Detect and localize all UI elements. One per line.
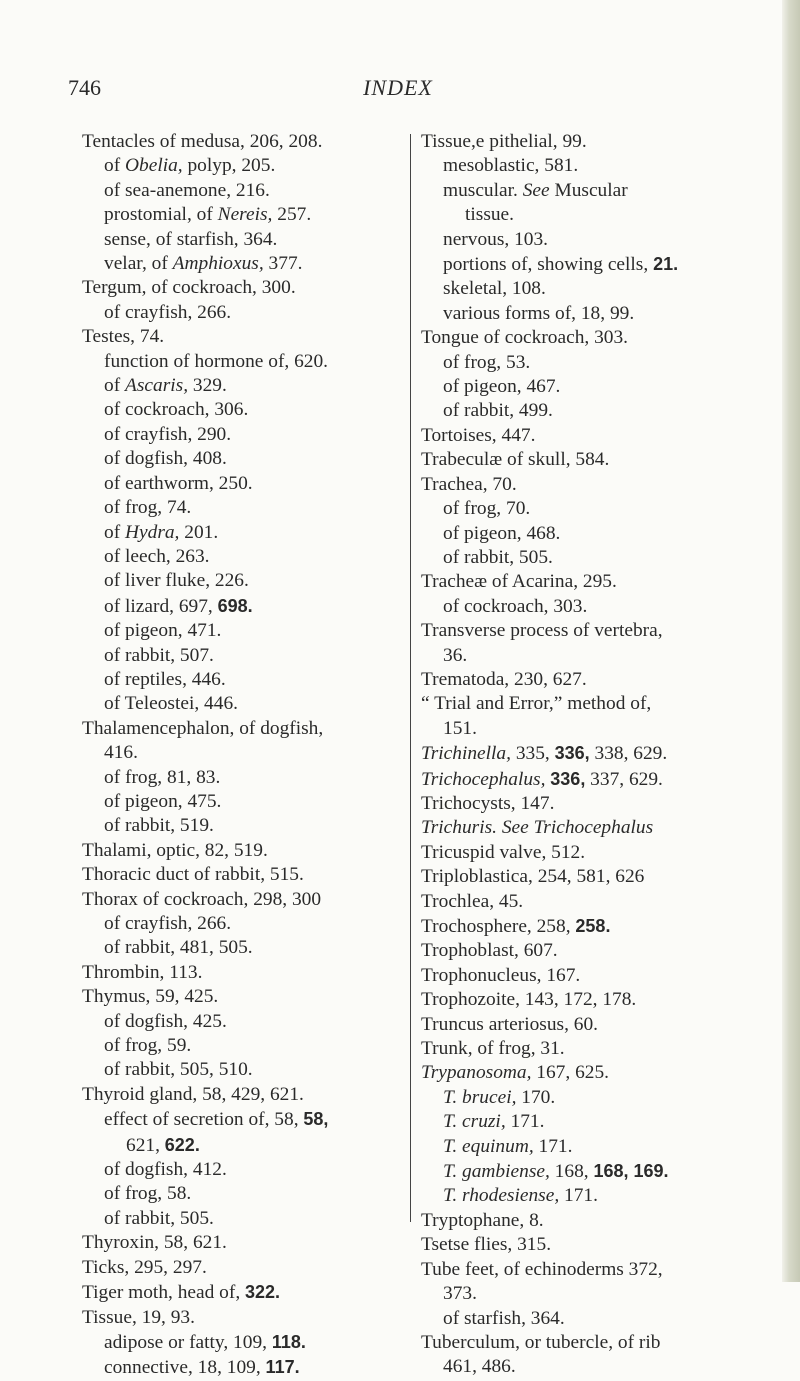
index-text: of frog, 58.	[104, 1183, 192, 1205]
index-text: Ascaris,	[125, 375, 189, 397]
index-subentry	[82, 912, 404, 936]
index-text: Amphioxus,	[172, 253, 264, 275]
index-text: T. equinum,	[443, 1135, 534, 1157]
index-entry	[82, 717, 404, 741]
index-text: of rabbit, 505.	[104, 1207, 214, 1229]
index-text: of frog, 70.	[443, 498, 531, 520]
index-text: of earthworm, 250.	[104, 472, 253, 494]
index-entry	[421, 448, 767, 472]
index-entry	[82, 1306, 404, 1330]
index-subentry	[82, 1207, 404, 1231]
index-text: Tube feet, of echinoderms 372,	[421, 1258, 663, 1280]
index-text: 336,	[554, 743, 590, 764]
index-text: Trachea, 70.	[421, 473, 517, 495]
index-subentry	[82, 472, 404, 496]
index-entry	[421, 792, 767, 816]
index-entry	[82, 325, 404, 349]
index-text: T. rhodesiense,	[443, 1185, 560, 1207]
index-entry	[421, 1209, 767, 1233]
index-text: various forms of, 18, 99.	[443, 302, 635, 324]
index-subentry	[421, 1086, 767, 1110]
index-text: mesoblastic, 581.	[443, 155, 579, 177]
index-subentry	[82, 521, 404, 545]
index-text: 338, 629.	[589, 743, 668, 765]
index-subentry	[82, 1034, 404, 1058]
page-title: INDEX	[363, 75, 433, 100]
index-text: of crayfish, 266.	[104, 301, 232, 323]
index-subentry	[82, 1158, 404, 1182]
index-text: 461, 486.	[443, 1356, 516, 1378]
index-text: 171.	[533, 1135, 573, 1157]
index-text: Trophoblast, 607.	[421, 940, 558, 962]
index-text: of dogfish, 425.	[104, 1010, 227, 1032]
index-entry	[82, 1256, 404, 1280]
index-text: Tricuspid valve, 512.	[421, 841, 586, 863]
index-text: velar, of	[104, 253, 173, 275]
index-text: of leech, 263.	[104, 545, 210, 567]
index-text: portions of, showing cells,	[443, 254, 654, 276]
index-entry	[82, 863, 404, 887]
index-text: prostomial, of	[104, 204, 218, 226]
index-subentry	[82, 398, 404, 422]
index-entry	[82, 961, 404, 985]
index-text: of dogfish, 412.	[104, 1159, 227, 1181]
index-entry	[82, 1280, 404, 1305]
index-text: 167, 625.	[531, 1062, 609, 1084]
index-text: of crayfish, 290.	[104, 423, 232, 445]
index-text: Tentacles of medusa, 206, 208.	[82, 131, 323, 152]
index-entry	[82, 888, 404, 912]
index-text: 168, 169.	[593, 1161, 669, 1182]
index-entry	[421, 1037, 767, 1061]
index-text: Trochlea, 45.	[421, 890, 524, 912]
index-entry	[421, 964, 767, 988]
index-text: Tiger moth, head of,	[82, 1282, 246, 1304]
index-entry	[421, 939, 767, 963]
index-text: sense, of starfish, 364.	[104, 228, 278, 250]
index-text: 170.	[516, 1086, 556, 1108]
index-text: 21.	[653, 254, 679, 275]
index-entry	[82, 276, 404, 300]
index-subentry	[82, 619, 404, 643]
index-text: T. brucei,	[443, 1086, 517, 1108]
index-text: Transverse process of vertebra,	[421, 620, 663, 642]
index-text: of Teleostei, 446.	[104, 693, 238, 715]
index-entry	[82, 839, 404, 863]
index-subentry	[421, 252, 767, 277]
index-text: of	[104, 521, 126, 543]
index-entry	[421, 570, 767, 594]
index-text: Tuberculum, or tubercle, of rib	[421, 1331, 661, 1353]
index-text: Thymus, 59, 425.	[82, 986, 219, 1008]
index-subentry	[421, 595, 767, 619]
index-entry	[421, 841, 767, 865]
index-text: T. gambiense,	[443, 1161, 550, 1183]
index-subentry	[421, 1184, 767, 1208]
index-text: 201.	[179, 521, 219, 543]
index-subentry	[421, 203, 767, 227]
index-text: of cockroach, 306.	[104, 399, 249, 421]
index-text: Thyroxin, 58, 621.	[82, 1232, 227, 1254]
index-text: of frog, 74.	[104, 497, 192, 519]
index-text: Trypanosoma,	[421, 1062, 532, 1084]
index-subentry	[421, 277, 767, 301]
index-text: 36.	[443, 644, 468, 666]
index-entry	[421, 130, 767, 154]
index-subentry	[421, 497, 767, 521]
index-text: Trichinella,	[421, 743, 511, 765]
index-subentry	[421, 228, 767, 252]
column-divider	[410, 134, 411, 1222]
index-subentry	[82, 203, 404, 227]
index-entry	[421, 619, 767, 643]
index-text: of	[104, 375, 126, 397]
index-text: of rabbit, 505, 510.	[104, 1059, 253, 1081]
index-text: Tongue of cockroach, 303.	[421, 327, 629, 349]
index-text: See	[522, 179, 550, 201]
index-text: Thorax of cockroach, 298, 300	[82, 888, 322, 910]
index-entry	[421, 914, 767, 939]
index-subentry	[82, 447, 404, 471]
index-entry	[421, 767, 767, 792]
index-text: Trophonucleus, 167.	[421, 964, 581, 986]
index-text: Truncus arteriosus, 60.	[421, 1013, 599, 1035]
index-subentry	[82, 545, 404, 569]
index-entry	[421, 1331, 767, 1355]
index-text: 117.	[265, 1357, 300, 1378]
index-text: Thalami, optic, 82, 519.	[82, 839, 268, 861]
index-entry	[421, 1233, 767, 1257]
index-text: of sea-anemone, 216.	[104, 179, 270, 201]
index-text: of pigeon, 467.	[443, 376, 561, 398]
page-number: 746	[68, 75, 101, 100]
index-text: of starfish, 364.	[443, 1307, 565, 1329]
index-text: Tergum, of cockroach, 300.	[82, 277, 296, 299]
index-text: Tsetse flies, 315.	[421, 1234, 552, 1256]
index-text: 171.	[505, 1111, 545, 1133]
index-column-left	[82, 130, 404, 1381]
index-text: muscular.	[443, 179, 523, 201]
index-text: Trichocysts, 147.	[421, 792, 555, 814]
index-text: of rabbit, 505.	[443, 546, 553, 568]
index-subentry	[421, 1135, 767, 1159]
index-subentry	[82, 936, 404, 960]
index-subentry	[421, 644, 767, 668]
index-text: Tissue,e pithelial, 99.	[421, 131, 587, 152]
index-text: Trophozoite, 143, 172, 178.	[421, 989, 637, 1011]
index-text: of dogfish, 408.	[104, 448, 227, 470]
index-text: Testes, 74.	[82, 326, 165, 348]
index-text: Trochosphere, 258,	[421, 916, 576, 937]
index-text: polyp, 205.	[182, 155, 276, 177]
index-text: Trichuris. See Trichocephalus	[421, 817, 654, 839]
index-text: of frog, 81, 83.	[104, 766, 221, 788]
index-subentry	[82, 1182, 404, 1206]
index-text: Ticks, 295, 297.	[82, 1256, 207, 1278]
index-text: Thalamencephalon, of dogfish,	[82, 717, 324, 739]
index-text: 151.	[443, 717, 477, 739]
index-text: 322.	[245, 1282, 281, 1303]
index-subentry	[82, 1133, 404, 1158]
index-text: connective, 18, 109,	[104, 1357, 266, 1379]
index-entry	[82, 130, 404, 154]
index-subentry	[421, 1282, 767, 1306]
index-text: Trematoda, 230, 627.	[421, 668, 587, 690]
index-entry	[421, 692, 767, 716]
index-text: 258.	[575, 916, 611, 936]
index-text: adipose or fatty, 109,	[104, 1331, 272, 1353]
index-text: 416.	[104, 742, 138, 764]
index-text: tissue.	[465, 204, 515, 226]
index-text: 118.	[271, 1331, 306, 1352]
index-entry	[421, 326, 767, 350]
index-entry	[82, 1231, 404, 1255]
index-subentry	[421, 302, 767, 326]
index-text: of reptiles, 446.	[104, 668, 226, 690]
index-entry	[421, 424, 767, 448]
index-text: “ Trial and Error,” method of,	[421, 693, 652, 715]
index-entry	[421, 668, 767, 692]
index-entry	[421, 1061, 767, 1085]
index-subentry	[82, 252, 404, 276]
index-subentry	[421, 351, 767, 375]
index-text: of rabbit, 499.	[443, 400, 553, 422]
index-text: Trabeculæ of skull, 584.	[421, 449, 610, 471]
index-text: of pigeon, 475.	[104, 790, 222, 812]
index-subentry	[421, 1110, 767, 1134]
index-text: Trunk, of frog, 31.	[421, 1038, 565, 1060]
index-entry	[421, 1013, 767, 1037]
index-text: 373.	[443, 1283, 477, 1305]
index-subentry	[82, 644, 404, 668]
index-text: of crayfish, 266.	[104, 913, 232, 934]
index-text: of liver fluke, 226.	[104, 570, 249, 592]
index-subentry	[82, 766, 404, 790]
index-entry	[421, 741, 767, 766]
index-text: 168,	[549, 1161, 594, 1183]
index-text: Trichocephalus,	[421, 768, 546, 790]
index-text: of lizard, 697,	[104, 595, 218, 617]
index-text: Thoracic duct of rabbit, 515.	[82, 864, 304, 886]
index-subentry	[421, 375, 767, 399]
index-text: of pigeon, 468.	[443, 522, 561, 544]
index-entry	[82, 1083, 404, 1107]
index-subentry	[82, 668, 404, 692]
page-edge-shadow	[782, 0, 800, 1282]
index-subentry	[82, 496, 404, 520]
index-text: 58,	[303, 1109, 329, 1130]
index-subentry	[82, 179, 404, 203]
index-text: Hydra,	[125, 521, 180, 543]
index-text: 377.	[263, 253, 303, 275]
index-text: Tissue, 19, 93.	[82, 1306, 195, 1328]
index-subentry	[421, 522, 767, 546]
index-text: 698.	[217, 595, 253, 616]
index-entry	[421, 1258, 767, 1282]
index-subentry	[421, 717, 767, 741]
index-subentry	[421, 179, 767, 203]
index-subentry	[421, 1355, 767, 1379]
index-subentry	[82, 1107, 404, 1132]
index-subentry	[82, 1355, 404, 1380]
index-entry	[421, 865, 767, 889]
index-subentry	[82, 741, 404, 765]
index-subentry	[421, 399, 767, 423]
index-text: nervous, 103.	[443, 228, 549, 250]
index-text: Thrombin, 113.	[82, 961, 203, 983]
index-text: of frog, 59.	[104, 1035, 192, 1057]
index-subentry	[82, 154, 404, 178]
index-text: Tryptophane, 8.	[421, 1209, 544, 1231]
index-text: Tortoises, 447.	[421, 424, 536, 446]
index-entry	[82, 985, 404, 1009]
index-subentry	[421, 154, 767, 178]
index-text: of pigeon, 471.	[104, 620, 222, 642]
index-text: T. cruzi,	[443, 1111, 506, 1133]
index-text: of rabbit, 519.	[104, 815, 214, 837]
index-text: of	[104, 155, 126, 177]
index-subentry	[82, 423, 404, 447]
index-text: 622.	[164, 1134, 200, 1155]
index-entry	[421, 890, 767, 914]
index-text: effect of secretion of, 58,	[104, 1109, 304, 1131]
index-text: of cockroach, 303.	[443, 595, 588, 617]
index-text: 336,	[550, 768, 586, 789]
index-text: 171.	[559, 1185, 598, 1207]
index-text: Tracheæ of Acarina, 295.	[421, 571, 617, 593]
index-subentry	[421, 546, 767, 570]
index-subentry	[82, 374, 404, 398]
index-text: of rabbit, 481, 505.	[104, 937, 253, 959]
index-entry	[421, 473, 767, 497]
index-subentry	[421, 1307, 767, 1331]
index-subentry	[82, 814, 404, 838]
index-text: function of hormone of, 620.	[104, 350, 329, 372]
index-text: 337, 629.	[585, 768, 663, 790]
index-subentry	[82, 1058, 404, 1082]
index-text: Triploblastica, 254, 581, 626	[421, 866, 645, 888]
index-text: Muscular	[549, 179, 628, 201]
index-subentry	[82, 1010, 404, 1034]
index-subentry	[82, 1330, 404, 1355]
index-subentry	[82, 228, 404, 252]
index-subentry	[82, 790, 404, 814]
index-text: Thyroid gland, 58, 429, 621.	[82, 1083, 304, 1105]
index-subentry	[82, 301, 404, 325]
index-entry	[421, 816, 767, 840]
index-text: Obelia,	[125, 155, 183, 177]
index-subentry	[82, 350, 404, 374]
index-text: 257.	[272, 204, 312, 226]
index-column-right	[421, 130, 767, 1380]
index-text: 335,	[510, 743, 555, 765]
index-subentry	[82, 569, 404, 593]
index-text: Nereis,	[217, 204, 273, 226]
index-text: skeletal, 108.	[443, 278, 546, 300]
index-subentry	[82, 594, 404, 619]
index-subentry	[421, 1159, 767, 1184]
index-text: 329.	[188, 375, 227, 397]
index-text: of rabbit, 507.	[104, 644, 214, 666]
index-entry	[421, 988, 767, 1012]
index-text: 621,	[126, 1134, 165, 1156]
index-subentry	[82, 692, 404, 716]
index-text: of frog, 53.	[443, 351, 531, 373]
page-header	[68, 75, 728, 105]
